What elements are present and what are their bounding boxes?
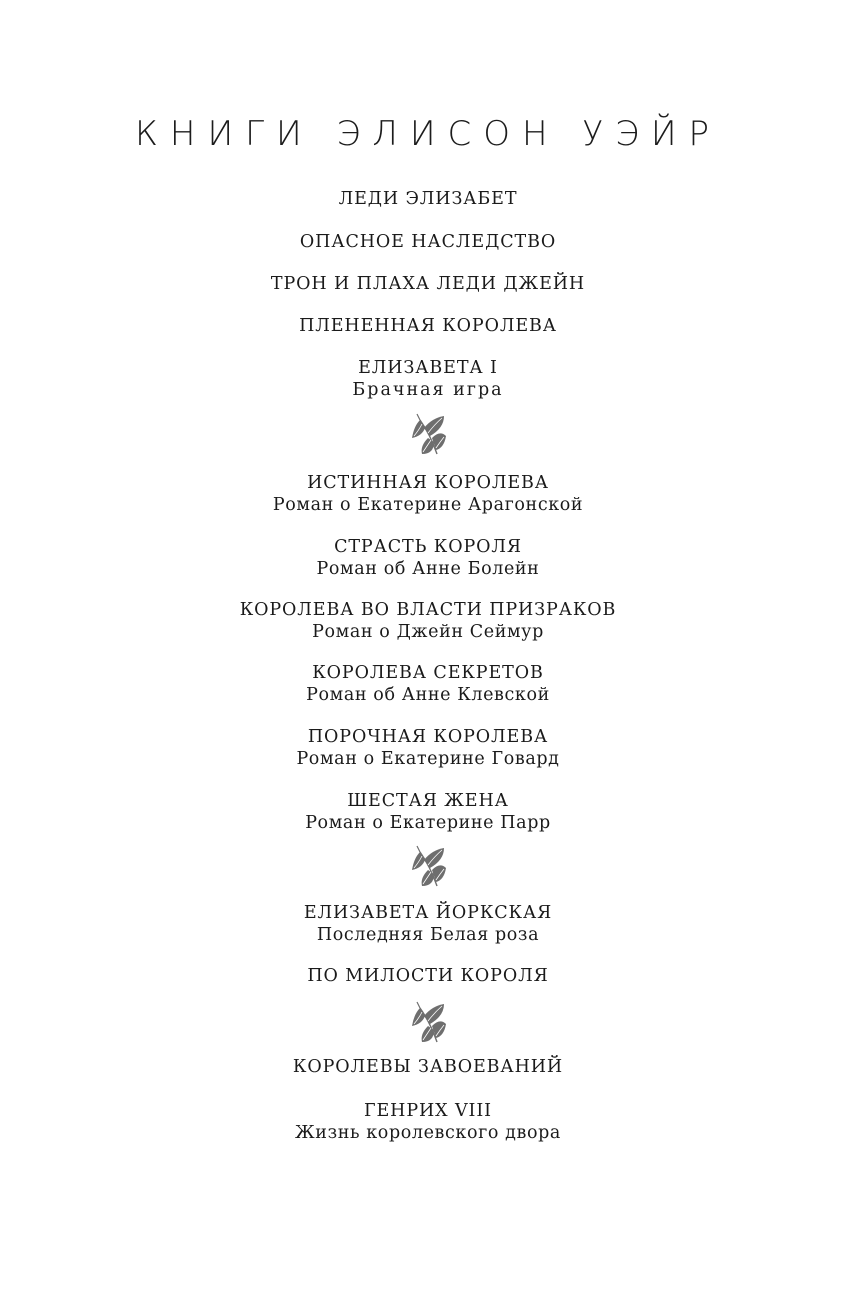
book-title: ЛЕДИ ЭЛИЗАБЕТ: [338, 189, 518, 209]
book-entry: [0, 662, 856, 706]
book-entry: [0, 273, 856, 295]
book-title: КОРОЛЕВЫ ЗАВОЕВАНИЙ: [292, 1057, 564, 1077]
book-title: ИСТИННАЯ КОРОЛЕВА: [307, 473, 549, 493]
book-entry: [0, 188, 856, 210]
book-title: ШЕСТАЯ ЖЕНА: [347, 791, 509, 811]
book-subtitle: Роман о Екатерине Арагонской: [272, 495, 584, 515]
book-subtitle: Жизнь королевского двора: [295, 1123, 561, 1143]
book-title: КОРОЛЕВА СЕКРЕТОВ: [312, 663, 544, 683]
book-title: ЕЛИЗАВЕТА ЙОРКСКАЯ: [303, 903, 553, 923]
book-subtitle: Роман о Екатерине Говард: [296, 749, 560, 769]
book-entry: [0, 965, 856, 987]
book-entry: [0, 726, 856, 770]
book-entry: [0, 1100, 856, 1144]
book-title: ПЛЕНЕННАЯ КОРОЛЕВА: [299, 316, 557, 336]
book-title: КОРОЛЕВА ВО ВЛАСТИ ПРИЗРАКОВ: [239, 600, 617, 620]
book-subtitle: Роман о Екатерине Парр: [305, 813, 551, 833]
page-title: КНИГИ ЭЛИСОН УЭЙР: [134, 114, 722, 154]
book-entry: [0, 1056, 856, 1078]
book-entry: [0, 472, 856, 516]
book-entry: [0, 902, 856, 946]
book-title: ЕЛИЗАВЕТА I: [358, 358, 498, 378]
book-subtitle: Роман об Анне Болейн: [316, 559, 540, 579]
leaf-sprig-icon: [408, 412, 448, 456]
book-title: ПОРОЧНАЯ КОРОЛЕВА: [307, 727, 549, 747]
book-title: СТРАСТЬ КОРОЛЯ: [334, 537, 522, 557]
book-subtitle: Брачная игра: [352, 380, 504, 400]
book-subtitle: Роман об Анне Клевской: [306, 685, 550, 705]
book-title: ТРОН И ПЛАХА ЛЕДИ ДЖЕЙН: [270, 274, 586, 294]
book-title: ОПАСНОЕ НАСЛЕДСТВО: [299, 232, 557, 252]
book-title: ПО МИЛОСТИ КОРОЛЯ: [307, 966, 549, 986]
book-entry: [0, 536, 856, 580]
book-entry: [0, 357, 856, 401]
leaf-sprig-icon: [408, 844, 448, 888]
book-subtitle: Последняя Белая роза: [316, 925, 540, 945]
book-subtitle: Роман о Джейн Сеймур: [312, 622, 544, 642]
book-entry: [0, 599, 856, 643]
book-entry: [0, 790, 856, 834]
book-entry: [0, 315, 856, 337]
book-entry: [0, 231, 856, 253]
book-title: ГЕНРИХ VIII: [364, 1101, 492, 1121]
leaf-sprig-icon: [408, 1000, 448, 1044]
